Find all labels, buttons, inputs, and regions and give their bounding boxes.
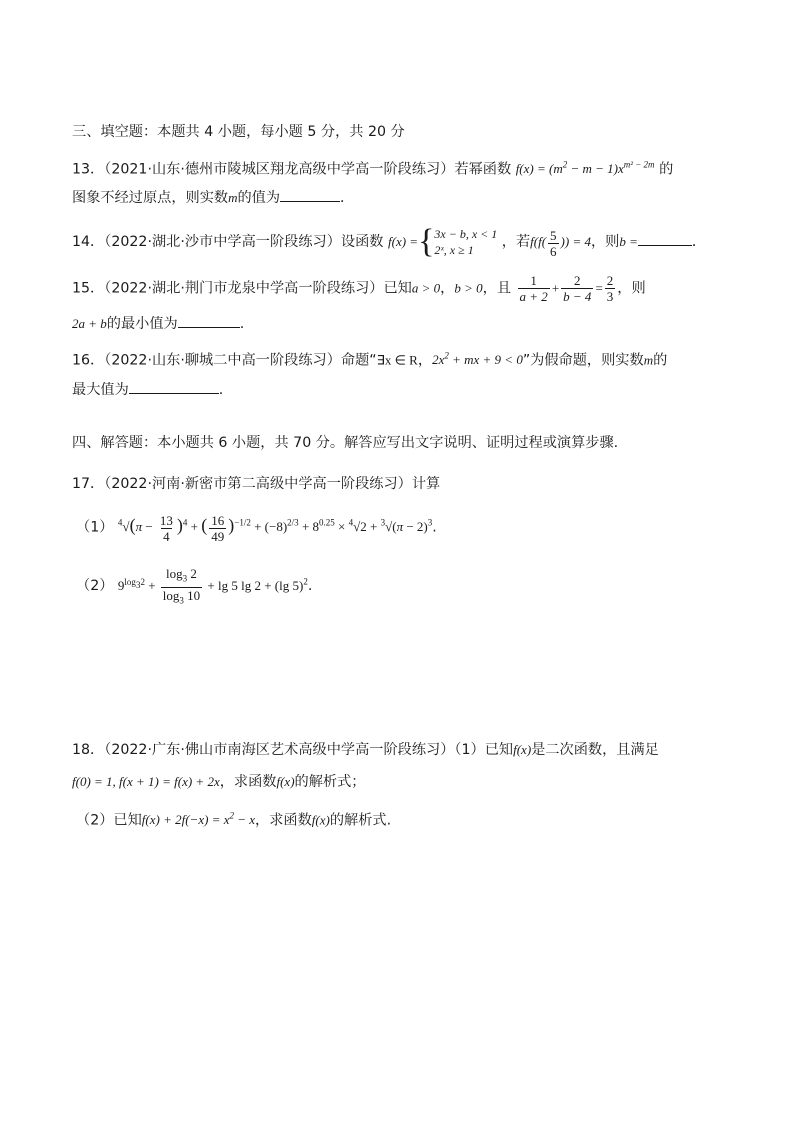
question-16-number: 16． [72, 352, 105, 369]
question-18-part-2: （2）已知$f(x) + 2f(-x) = x^2 - x$，求函数f(x)的解析式. [76, 811, 392, 829]
question-13-number: 13． [72, 161, 105, 178]
question-17: 17．（2022·河南·新密市第二高级中学高一阶段练习）计算 [72, 476, 441, 492]
piecewise-cases: 3x − b, x < 1 2ˣ, x ≥ 1 [434, 227, 498, 257]
fraction-3: $\frac{2}{3}$ [606, 273, 614, 304]
question-17-part-1: （1） $^4$√(π − $\frac{13}{4}$ )$^4$ + ( $\frac{16}{49}$ )$^{-1/2} + (-8)^{2/3} + 8^{0.25} \times ^4√2 + ^3√(\pi - 2)^3$. [76, 513, 437, 544]
question-16-inequality: $2x^2$ + mx + 9 < 0 [432, 351, 523, 368]
question-14-source: （2022·湖北·沙市中学高一阶段练习） [104, 234, 341, 250]
question-18-source: （2022·广东·佛山市南海区艺术高级中学高一阶段练习） [104, 742, 455, 758]
question-17-part-1-expression: $^4$√(π − $\frac{13}{4}$ )$^4$ + ( $\frac{16}{49}$ )$^{-1/2} + (-8)^{2/3} + 8^{0.25} \times ^4√2 + ^3√(\pi - 2)^3$ [117, 513, 433, 544]
section-4-heading: 四、解答题：本小题共 6 小题，共 70 分。解答应写出文字说明、证明过程或演算步骤. [72, 435, 619, 451]
question-18-line-2: f(0) = 1, f(x + 1) = f(x) + 2x，求函数f(x)的解析式； [72, 774, 366, 790]
question-17-number: 17． [72, 476, 105, 492]
answer-blank [129, 379, 219, 394]
fraction-1: $\frac{1}{a + 2}$ [519, 273, 548, 304]
left-brace: { [418, 223, 435, 260]
question-17-source: （2022·河南·新密市第二高级中学高一阶段练习） [104, 476, 412, 492]
question-14-condition: f(f( $\frac{5}{6}$ )) = 4 [530, 227, 591, 259]
answer-blank [638, 231, 692, 246]
question-16-line-2: 最大值为 . [72, 379, 223, 400]
question-14: 14．（2022·湖北·沙市中学高一阶段练习）设函数 f(x) ={ 3x − b, x < 1 2ˣ, x ≥ 1 ，若f(f( $\frac{5}{6}$ )) = 4，则b = ． [72, 223, 707, 260]
question-13-formula: $f(x) = (m^2 - m - 1)x^{m^2 - 2m}$ [515, 160, 655, 177]
question-14-number: 14． [72, 234, 105, 250]
question-17-part-2: （2） $9^{log_32}$ + $\frac{\log_3 2}{\log_3 10}$ + lg 5 lg 2 + (lg 5)$^2$. [76, 566, 312, 608]
question-15-source: （2022·湖北·荆门市龙泉中学高一阶段练习） [104, 280, 384, 297]
section-3-heading: 三、填空题：本题共 4 小题，每小题 5 分，共 20 分 [72, 124, 405, 140]
answer-blank [280, 187, 340, 202]
question-18-part-2-equation: $f(x) + 2f(-x) = x^2 - x$ [141, 811, 256, 828]
question-17-part-2-expression: $9^{log_32}$ + $\frac{\log_3 2}{\log_3 10}$ + lg 5 lg 2 + (lg 5)$^2$ [118, 578, 308, 593]
question-13-source: （2021·山东·德州市陵城区翔龙高级中学高一阶段练习） [104, 161, 455, 178]
question-13-text-a: 若幂函数 [454, 161, 512, 178]
fraction-2: $\frac{2}{b - 4}$ [563, 273, 592, 304]
question-15-line-1: 15．（2022·湖北·荆门市龙泉中学高一阶段练习）已知a > 0，b > 0，且 $\frac{1}{a + 2}$ + $\frac{2}{b - 4}$ = $\frac{2}{3}$ ，则 [72, 273, 646, 304]
question-16-line-1: 16．（2022·山东·聊城二中高一阶段练习）命题“∃x ∈ R，$2x^2$ + mx + 9 < 0”为假命题，则实数m的 [72, 351, 668, 369]
question-13-line-2: 图象不经过原点，则实数m的值为 ． [72, 187, 354, 208]
question-18-line-1: 18．（2022·广东·佛山市南海区艺术高级中学高一阶段练习）（1）已知f(x)是二次函数，且满足 [72, 742, 659, 758]
question-18-number: 18． [72, 742, 105, 758]
answer-blank [178, 313, 240, 328]
question-13-text-b: 的 [659, 161, 674, 178]
question-16-source: （2022·山东·聊城二中高一阶段练习） [104, 352, 341, 369]
question-13-line-1 [72, 155, 673, 179]
question-15-number: 15． [72, 280, 105, 297]
question-15-line-2: 2a + b的最小值为 . [72, 313, 244, 334]
